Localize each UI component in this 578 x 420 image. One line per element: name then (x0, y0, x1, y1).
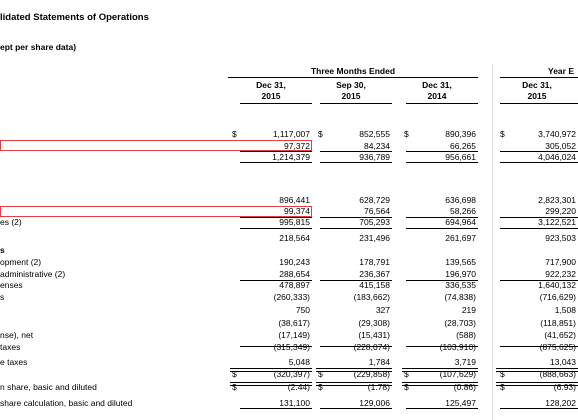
section-divider (492, 64, 493, 420)
rule (320, 408, 392, 409)
currency-symbol: $ (232, 369, 237, 379)
table-cell: 750 (295, 305, 310, 315)
table-cell: 288,654 (279, 269, 310, 279)
rule (496, 385, 578, 386)
currency-symbol: $ (500, 129, 505, 139)
table-cell: 219 (461, 305, 476, 315)
table-cell: 956,661 (445, 152, 476, 162)
table-cell: 1,640,132 (538, 280, 576, 290)
rule (406, 346, 478, 347)
table-cell: 236,367 (359, 269, 390, 279)
rule (402, 368, 478, 369)
row-label: enses (0, 280, 23, 290)
currency-symbol: $ (404, 382, 409, 392)
table-cell: 13,043 (550, 357, 576, 367)
rule (316, 382, 392, 383)
row-label: taxes (0, 342, 21, 352)
highlight-box-1 (0, 140, 312, 151)
col-header-1-line1: Dec 31, (256, 80, 286, 90)
currency-symbol: $ (318, 129, 323, 139)
row-label-s: s (0, 245, 5, 255)
rule (496, 368, 578, 369)
table-cell: 66,265 (450, 141, 476, 151)
rule (240, 408, 312, 409)
table-cell: 1,117,007 (272, 129, 310, 139)
table-cell: (320,397) (273, 369, 310, 379)
rule (230, 382, 312, 383)
group-header-three-months: Three Months Ended (310, 66, 396, 76)
table-cell: 2,823,301 (538, 195, 576, 205)
table-cell: (118,851) (540, 318, 576, 328)
rule (402, 382, 478, 383)
rule (240, 228, 312, 229)
col-header-4-line2: 2015 (527, 91, 547, 101)
table-cell: (875,625) (539, 342, 576, 352)
table-cell: (315,349) (273, 342, 310, 352)
group-underline-three-months (228, 77, 478, 78)
row-label: opment (2) (0, 257, 42, 267)
table-cell: (29,308) (358, 318, 390, 328)
rule (240, 217, 312, 218)
currency-symbol: $ (500, 382, 505, 392)
table-cell: 1,214,379 (272, 152, 310, 162)
rule (402, 371, 478, 372)
table-cell: (588) (456, 330, 476, 340)
highlight-box-2 (0, 206, 312, 217)
rule (320, 280, 392, 281)
rule (406, 228, 478, 229)
row-label: share calculation, basic and diluted (0, 398, 133, 408)
table-cell: 327 (375, 305, 390, 315)
table-cell: (716,629) (539, 292, 576, 302)
col-header-4-line1: Dec 31, (522, 80, 552, 90)
rule (316, 371, 392, 372)
table-cell: (260,333) (273, 292, 310, 302)
rule (500, 151, 578, 152)
col-underline-1 (240, 103, 312, 104)
table-cell: 4,046,024 (538, 152, 576, 162)
rule (320, 151, 392, 152)
statement-subtitle: ept per share data) (0, 42, 77, 52)
table-cell: (0.86) (453, 382, 476, 392)
table-cell: (228,074) (353, 342, 390, 352)
table-cell: 178,791 (359, 257, 390, 267)
rule (402, 385, 478, 386)
rule (320, 217, 392, 218)
table-cell: 336,535 (445, 280, 476, 290)
table-cell: (103,910) (439, 342, 476, 352)
table-cell: (6.93) (553, 382, 576, 392)
table-cell: 58,266 (450, 206, 476, 216)
rule (240, 280, 312, 281)
currency-symbol: $ (404, 369, 409, 379)
rule (230, 371, 312, 372)
currency-symbol: $ (500, 369, 505, 379)
currency-symbol: $ (404, 129, 409, 139)
table-cell: 99,374 (284, 206, 310, 216)
table-cell: 131,100 (279, 398, 310, 408)
table-cell: 190,243 (279, 257, 310, 267)
table-cell: 923,503 (545, 233, 576, 243)
table-cell: 5,048 (288, 357, 310, 367)
rule (230, 385, 312, 386)
rule (406, 162, 478, 163)
table-cell: 299,220 (545, 206, 576, 216)
statement-title: lidated Statements of Operations (0, 12, 149, 23)
table-cell: (17,149) (278, 330, 310, 340)
table-cell: 478,897 (279, 280, 310, 290)
row-label: nse), net (0, 330, 34, 340)
col-header-1-line2: 2015 (261, 91, 281, 101)
rule (496, 371, 578, 372)
table-cell: 1,508 (554, 305, 576, 315)
col-header-3-line1: Dec 31, (422, 80, 452, 90)
row-label: administrative (2) (0, 269, 66, 279)
rule (316, 385, 392, 386)
table-cell: 415,158 (359, 280, 390, 290)
table-cell: 231,496 (359, 233, 390, 243)
table-cell: 922,232 (545, 269, 576, 279)
currency-symbol: $ (232, 382, 237, 392)
table-cell: 890,396 (445, 129, 476, 139)
rule (320, 162, 392, 163)
table-cell: 717,900 (545, 257, 576, 267)
rule (500, 408, 578, 409)
currency-symbol: $ (318, 369, 323, 379)
group-underline-year (500, 77, 578, 78)
table-cell: (107,629) (439, 369, 476, 379)
rule (320, 228, 392, 229)
rule (240, 346, 312, 347)
rule (240, 162, 312, 163)
table-cell: 628,729 (359, 195, 390, 205)
rule (500, 162, 578, 163)
table-cell: 636,698 (445, 195, 476, 205)
table-cell: 936,789 (359, 152, 390, 162)
rule (406, 280, 478, 281)
col-header-2-line1: Sep 30, (336, 80, 366, 90)
table-cell: (38,617) (278, 318, 310, 328)
rule (240, 151, 312, 152)
table-cell: (888,663) (539, 369, 576, 379)
group-header-year: Year E (548, 66, 574, 76)
table-cell: 3,122,521 (538, 217, 576, 227)
table-cell: (183,662) (353, 292, 390, 302)
table-cell: 218,564 (279, 233, 310, 243)
table-cell: 1,784 (368, 357, 390, 367)
table-cell: 852,555 (359, 129, 390, 139)
table-cell: 995,815 (279, 217, 310, 227)
table-cell: 196,970 (445, 269, 476, 279)
rule (406, 217, 478, 218)
currency-symbol: $ (232, 129, 237, 139)
table-cell: 129,006 (359, 398, 390, 408)
col-header-2-line2: 2015 (341, 91, 361, 101)
table-cell: 76,564 (364, 206, 390, 216)
rule (406, 151, 478, 152)
table-cell: 705,293 (359, 217, 390, 227)
rule (500, 346, 578, 347)
table-cell: (28,703) (444, 318, 476, 328)
table-cell: (15,431) (358, 330, 390, 340)
rule (496, 382, 578, 383)
row-label: es (2) (0, 217, 22, 227)
rule (316, 368, 392, 369)
table-cell: 3,740,972 (538, 129, 576, 139)
rule (500, 217, 578, 218)
table-cell: 261,697 (445, 233, 476, 243)
table-cell: 3,719 (454, 357, 476, 367)
table-cell: (229,858) (353, 369, 390, 379)
table-cell: 84,234 (364, 141, 390, 151)
table-cell: 128,202 (545, 398, 576, 408)
rule (406, 408, 478, 409)
table-cell: (1.78) (367, 382, 390, 392)
table-cell: (41,652) (544, 330, 576, 340)
row-label: e taxes (0, 357, 28, 367)
row-label: n share, basic and diluted (0, 382, 97, 392)
rule (230, 368, 312, 369)
table-cell: 139,565 (445, 257, 476, 267)
row-label: s (0, 292, 5, 302)
col-header-3-line2: 2014 (427, 91, 447, 101)
col-underline-3 (406, 103, 478, 104)
col-underline-2 (320, 103, 392, 104)
col-underline-4 (500, 103, 578, 104)
table-cell: 97,372 (284, 141, 310, 151)
table-cell: 694,964 (445, 217, 476, 227)
currency-symbol: $ (318, 382, 323, 392)
rule (500, 280, 578, 281)
table-cell: 896,441 (279, 195, 310, 205)
table-cell: (74,838) (444, 292, 476, 302)
table-cell: 305,052 (545, 141, 576, 151)
table-cell: 125,497 (445, 398, 476, 408)
rule (320, 346, 392, 347)
table-cell: (2.44) (287, 382, 310, 392)
rule (500, 228, 578, 229)
